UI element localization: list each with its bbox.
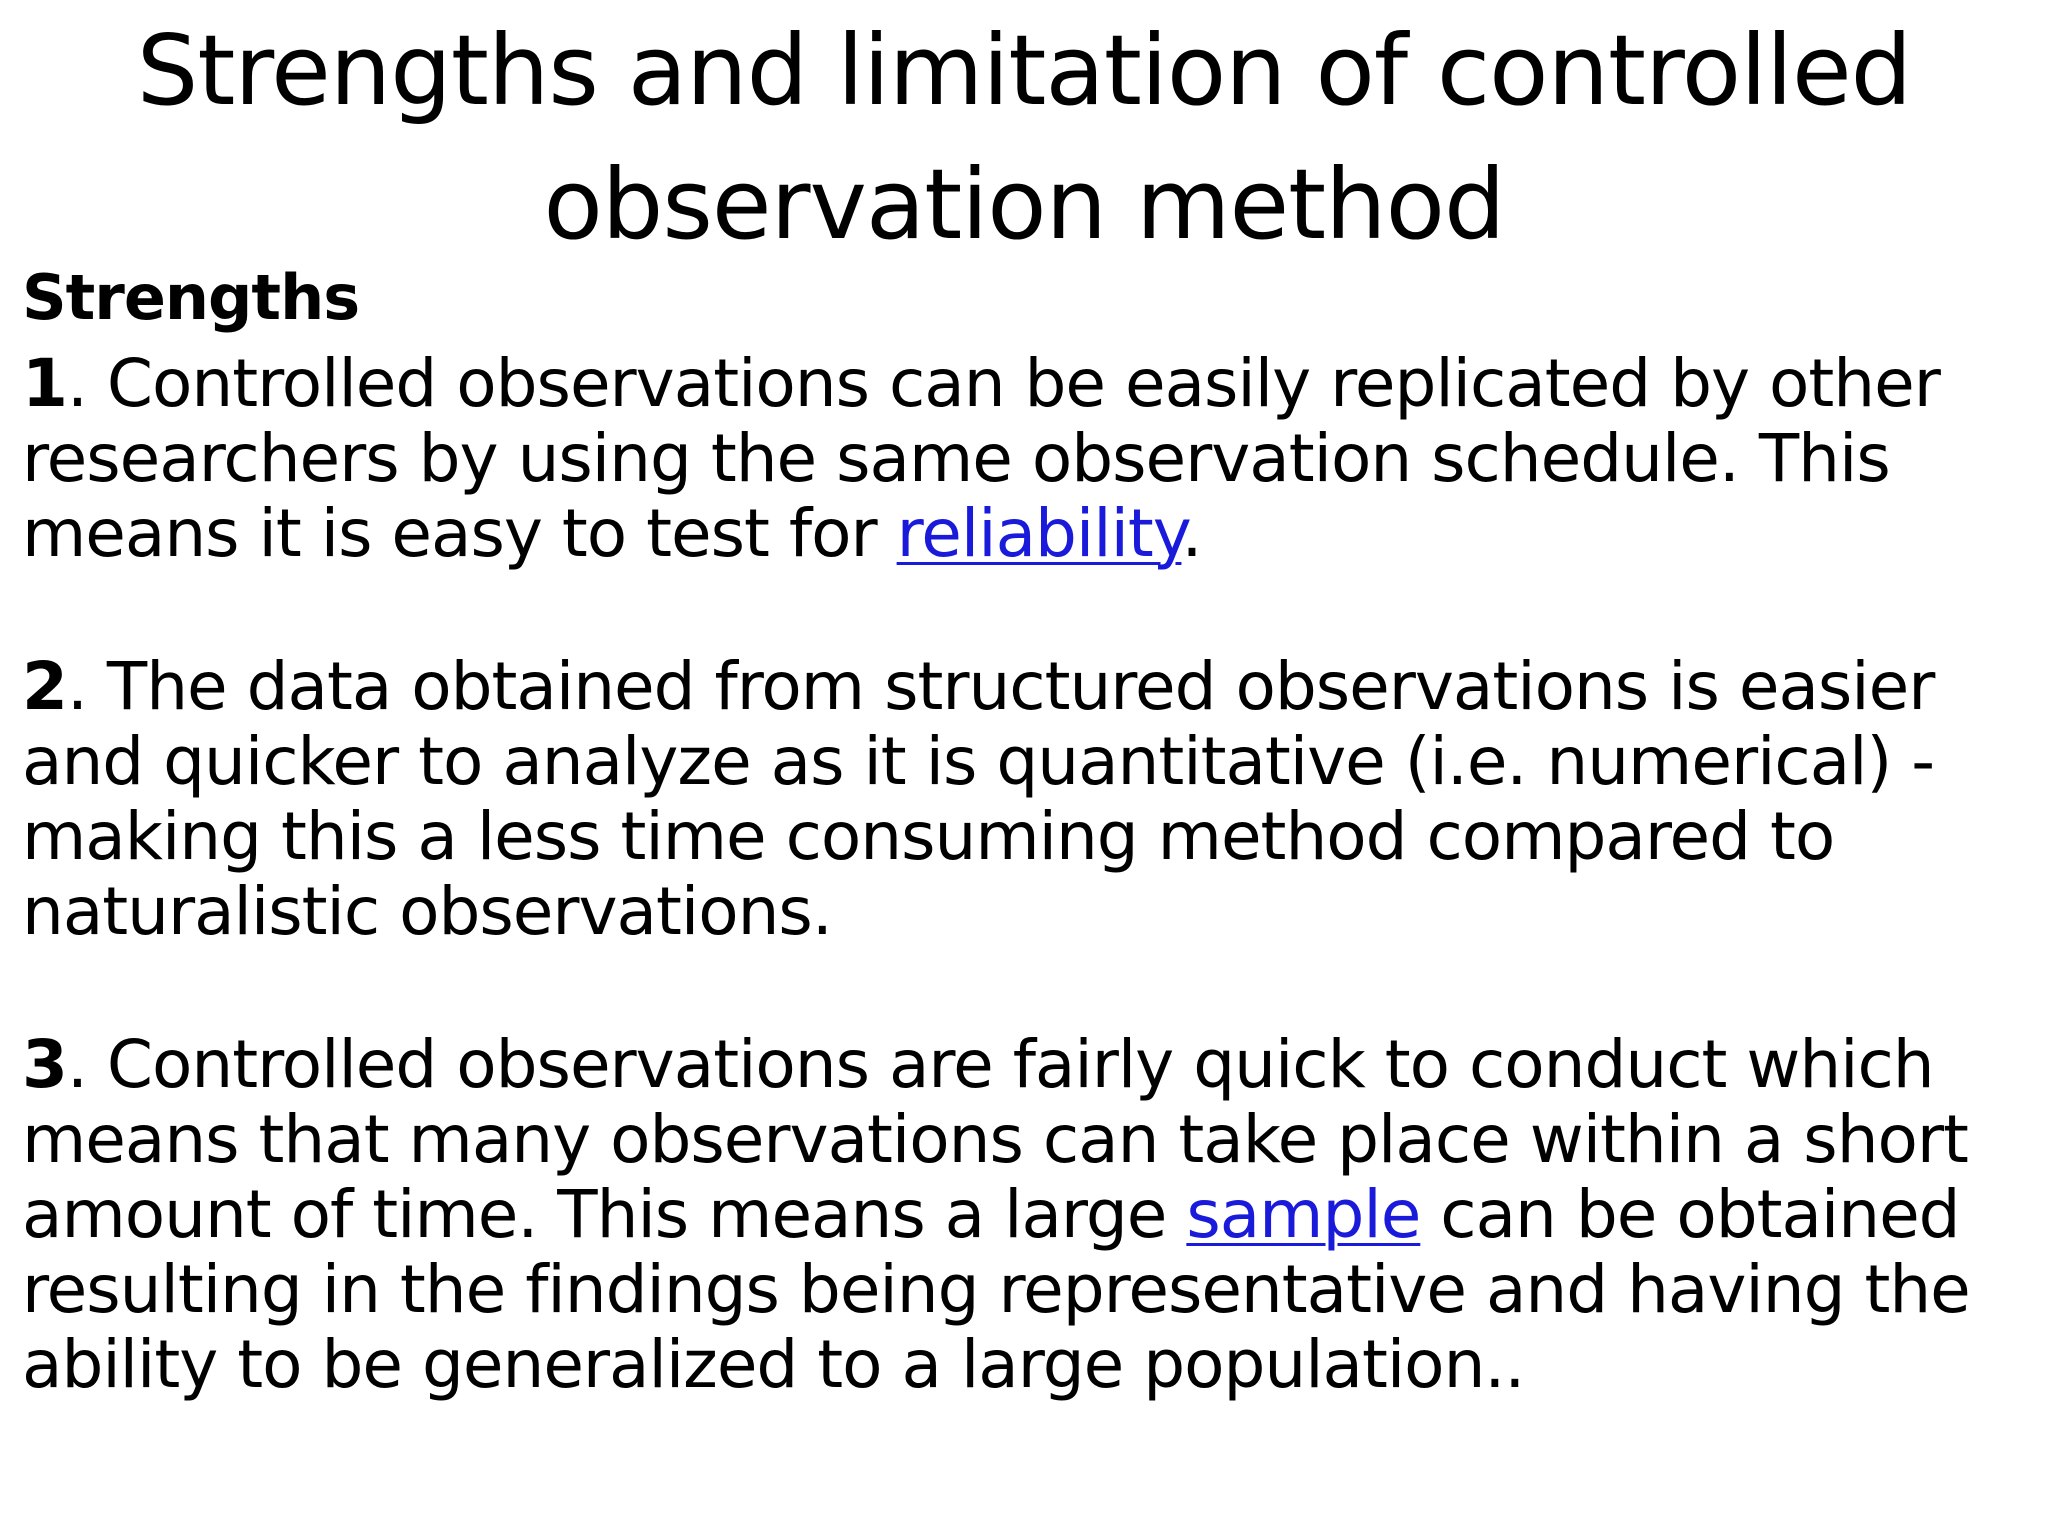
point-text: . Controlled observations can be easily replicated by other researchers by using the same observation schedule. This means it is easy to test for (22, 345, 1940, 572)
strength-point-1 (22, 346, 2048, 571)
section-heading-strengths: Strengths (22, 261, 360, 334)
slide-title-line-2: observation method (543, 148, 1505, 261)
sample-link[interactable]: sample (1186, 1176, 1421, 1253)
point-text: . The data obtained from structured observations is easier and quicker to analyze as it is quantitative (i.e. numerical) - making this a less time consuming method compared to naturalistic observations. (22, 648, 1935, 950)
slide-body (22, 258, 2048, 1480)
point-number: 1 (22, 345, 67, 422)
point-number: 2 (22, 648, 67, 725)
point-text-end: can be obtained resulting in the findings being representative and having the ability to be generalized to a large population.. (22, 1176, 1970, 1403)
strength-point-2 (22, 649, 2048, 949)
reliability-link[interactable]: reliability (896, 495, 1182, 572)
point-number: 3 (22, 1026, 67, 1103)
strength-point-3 (22, 1027, 2048, 1402)
slide-title-line-1: Strengths and limitation of controlled (136, 14, 1912, 127)
point-text: . Controlled observations are fairly quick to conduct which means that many observations can take place within a short amount of time. This means a large (22, 1026, 1968, 1253)
point-text-end: . (1181, 495, 1202, 572)
slide-title (0, 4, 2048, 272)
